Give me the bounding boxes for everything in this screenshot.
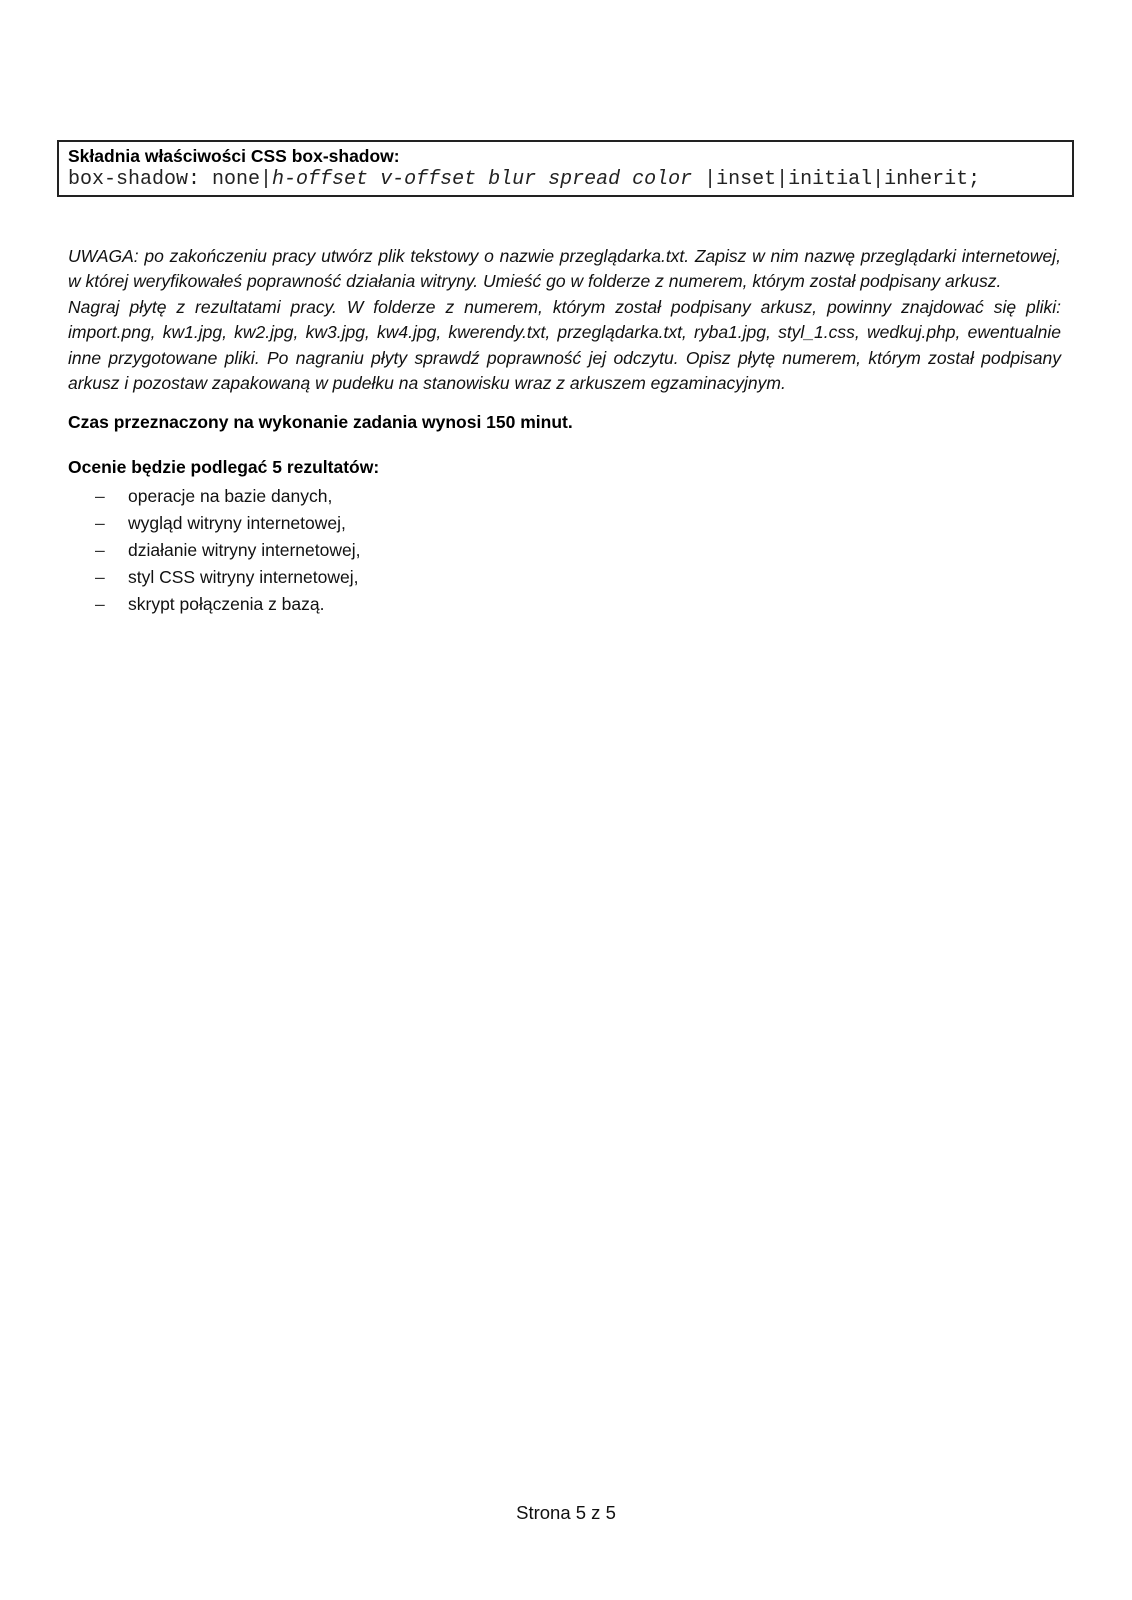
list-item: [68, 510, 1061, 537]
list-item-label: wygląd witryny internetowej,: [128, 513, 346, 534]
media-instructions-paragraph: Nagraj płytę z rezultatami pracy. W folderze z numerem, którym został podpisany arkusz, powinny znajdować się pliki: import.png, kw1.jpg, kw2.jpg, kw3.jpg, kw4.jpg, kwerendy.txt, przeglądarka.txt, ryba1.jpg, styl_1.css, wedkuj.php, ewentualnie inne przygotowane pliki. Po nagraniu płyty sprawdź poprawność jej odczytu. Opisz płytę numerem, którym został podpisany arkusz i pozostaw zapakowaną w pudełku na stanowisku wraz z arkuszem egzaminacyjnym.: [68, 296, 1061, 394]
list-item-label: operacje na bazie danych,: [128, 486, 333, 507]
dash-bullet: –: [95, 594, 105, 615]
dash-bullet: –: [95, 513, 105, 534]
code-placeholders: h-offset v-offset blur spread color: [272, 168, 705, 191]
dash-bullet: –: [95, 567, 105, 588]
dash-bullet: –: [95, 540, 105, 561]
css-syntax-box: [57, 140, 1074, 197]
page-number: Strona 5 z 5: [516, 1502, 616, 1523]
time-allocation-note: Czas przeznaczony na wykonanie zadania wynosi 150 minut.: [68, 412, 573, 433]
uwaga-paragraph: UWAGA: po zakończeniu pracy utwórz plik tekstowy o nazwie przeglądarka.txt. Zapisz w nim nazwę przeglądarki internetowej, w której weryfikowałeś poprawność działania witryny. Umieść go w folderze z numerem, którym został podpisany arkusz.: [68, 246, 1061, 292]
list-item: [68, 564, 1061, 591]
list-item: [68, 537, 1061, 564]
evaluation-list: [68, 483, 1061, 618]
code-prefix: box-shadow: none|: [68, 168, 273, 191]
list-item-label: skrypt połączenia z bazą.: [128, 594, 325, 615]
list-item-label: działanie witryny internetowej,: [128, 540, 361, 561]
evaluation-heading: Ocenie będzie podlegać 5 rezultatów:: [68, 457, 380, 478]
list-item: [68, 591, 1061, 618]
syntax-box-title: Składnia właściwości CSS box-shadow:: [68, 146, 400, 166]
dash-bullet: –: [95, 486, 105, 507]
list-item-label: styl CSS witryny internetowej,: [128, 567, 359, 588]
list-item: [68, 483, 1061, 510]
syntax-box-code: [68, 168, 1063, 191]
code-suffix: |inset|initial|inherit;: [704, 168, 981, 191]
